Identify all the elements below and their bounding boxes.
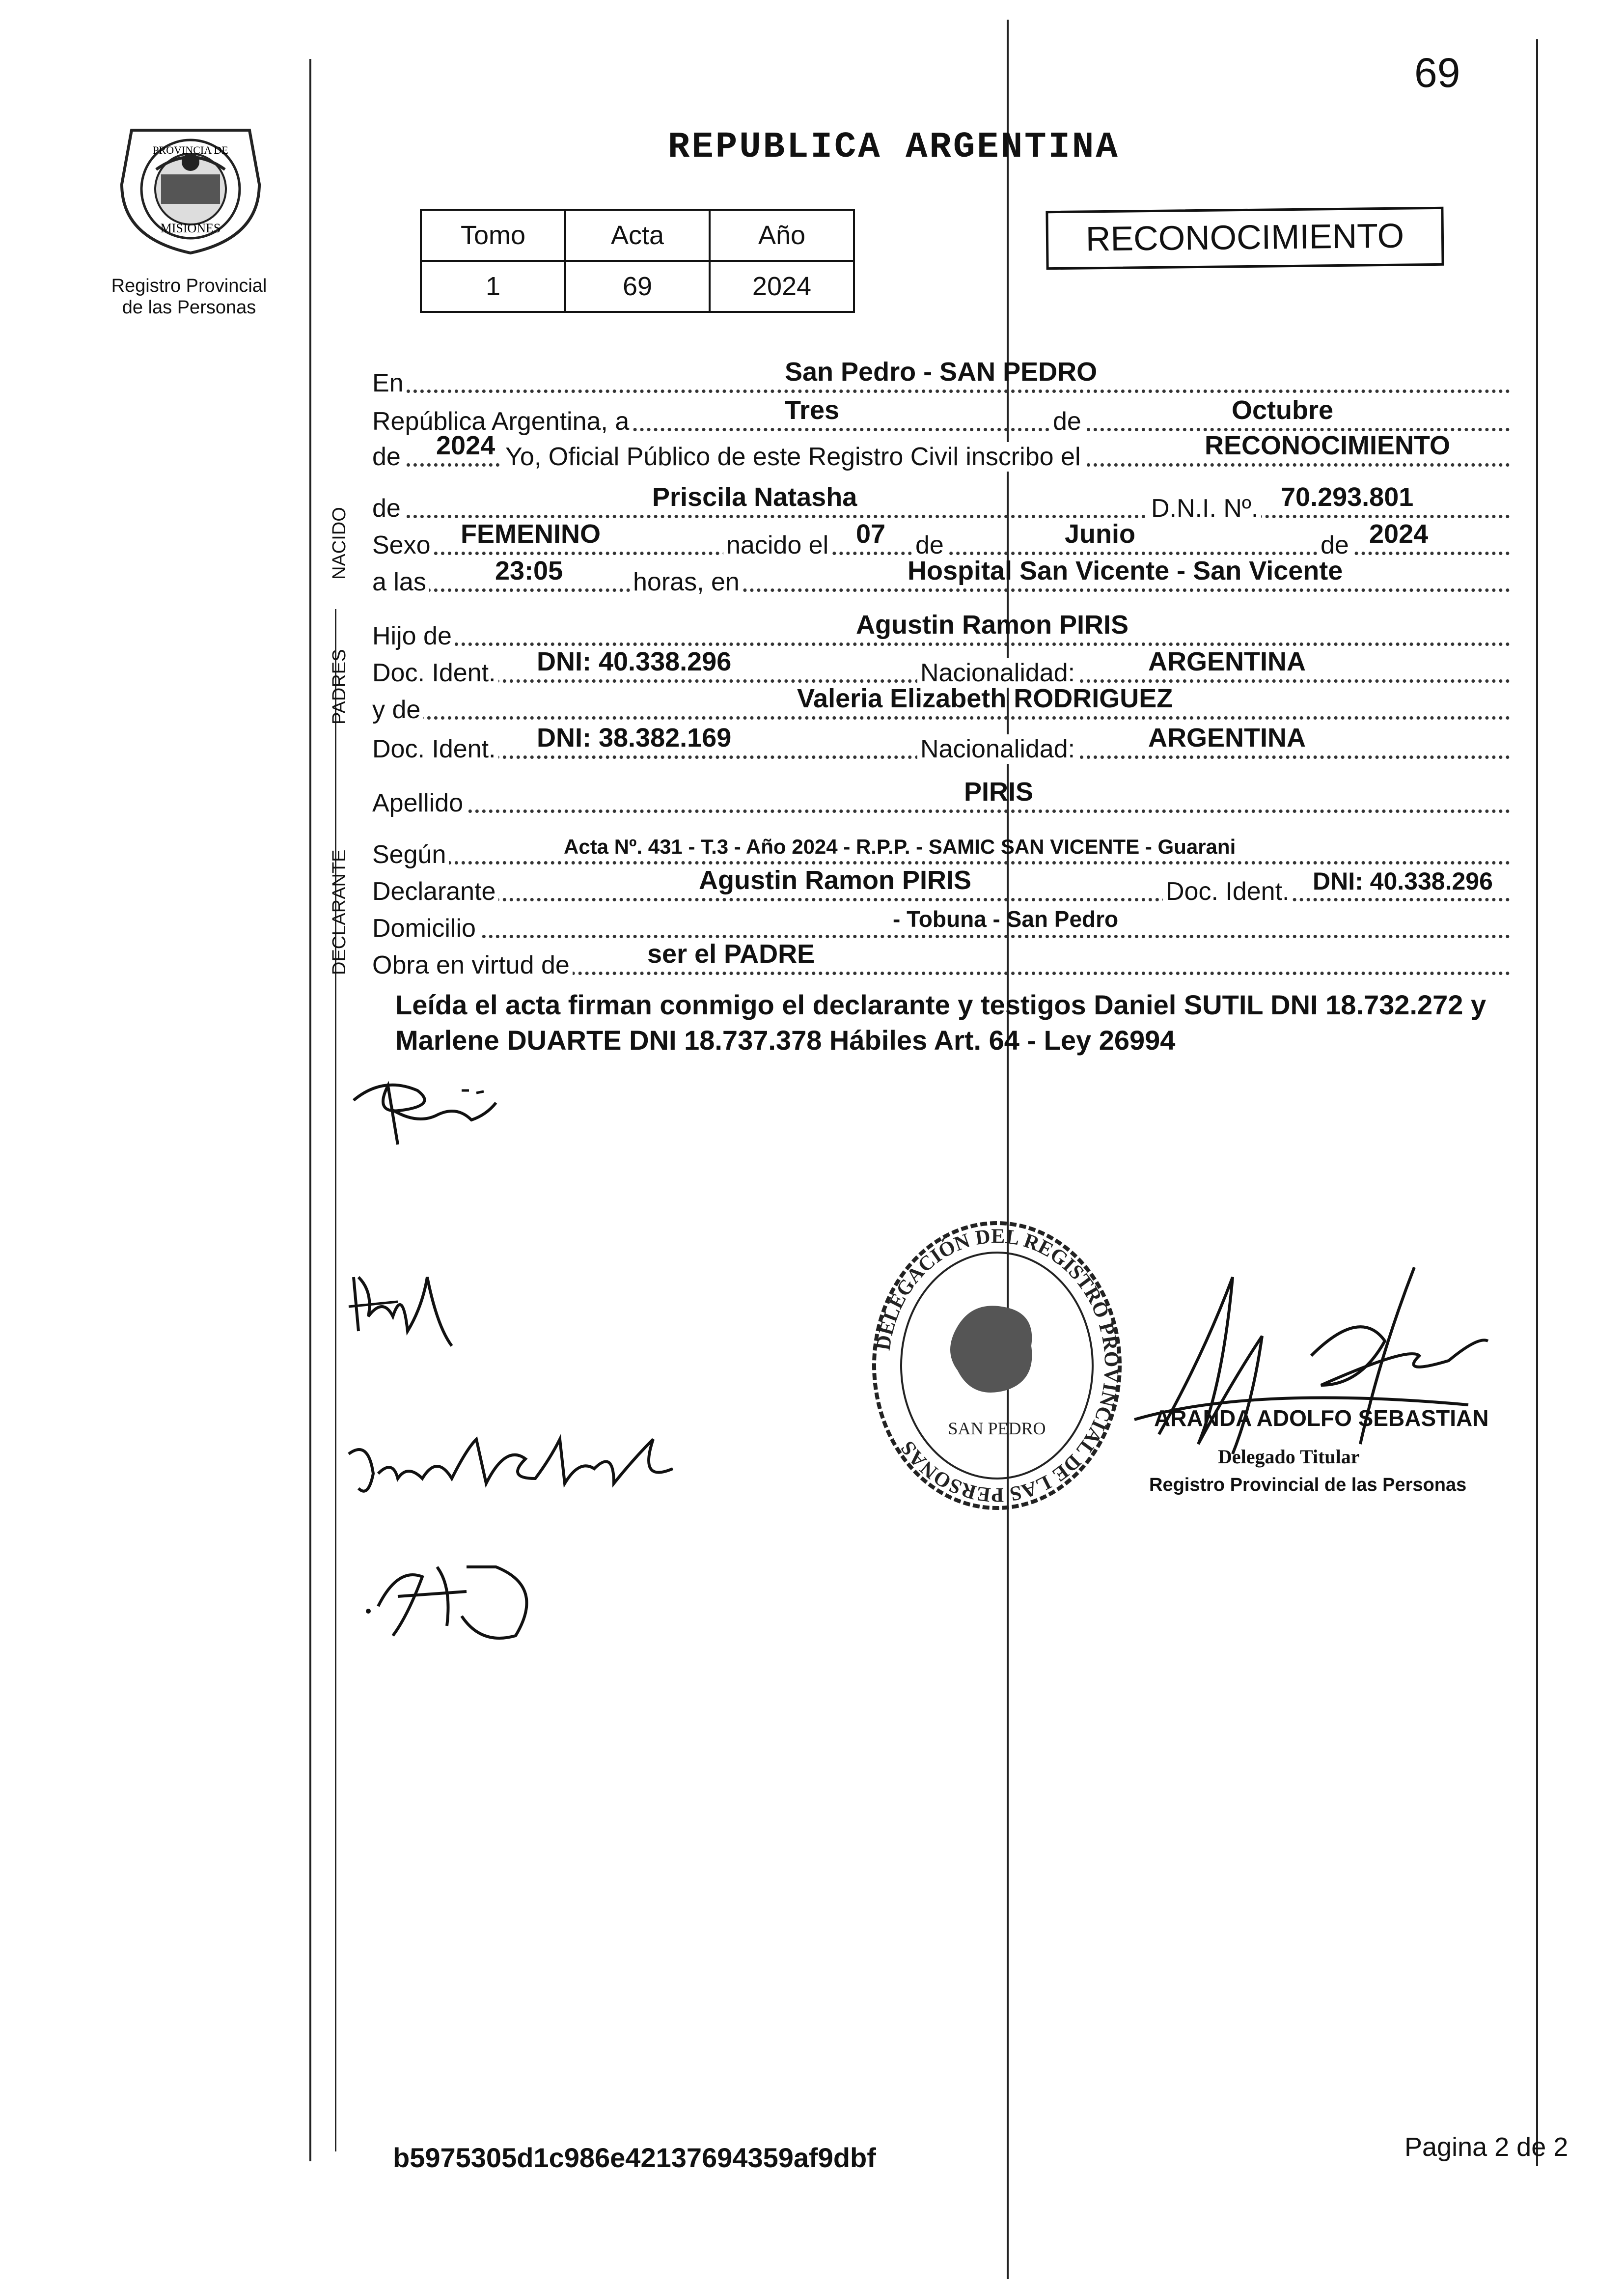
label-apellido: Apellido bbox=[372, 788, 466, 818]
official-title: Delegado Titular bbox=[1218, 1446, 1360, 1468]
act-type-box: RECONOCIMIENTO bbox=[1046, 207, 1444, 270]
row-declarant bbox=[372, 867, 1510, 906]
label-doc-ident: Doc. Ident. bbox=[372, 658, 498, 688]
value-birth-place: Hospital San Vicente - San Vicente bbox=[908, 556, 1343, 586]
label-nacionalidad2: Nacionalidad: bbox=[917, 734, 1078, 764]
label-obra: Obra en virtud de bbox=[372, 950, 573, 980]
value-declarant-doc: DNI: 40.338.296 bbox=[1313, 867, 1493, 895]
official-name: ARANDA ADOLFO SEBASTIAN bbox=[1154, 1405, 1489, 1431]
signature-witness-1 bbox=[339, 1248, 467, 1361]
value-birth-year: 2024 bbox=[1369, 519, 1429, 549]
stamp-inner-text: SAN PEDRO bbox=[948, 1419, 1046, 1438]
row-surname bbox=[372, 779, 1510, 818]
value-birth-time: 23:05 bbox=[495, 556, 563, 586]
row-mother bbox=[372, 685, 1510, 725]
value-mother-doc: DNI: 38.382.169 bbox=[537, 723, 732, 753]
registry-name-line1: Registro Provincial bbox=[111, 276, 267, 296]
registry-name-line2: de las Personas bbox=[122, 297, 256, 318]
value-birth-day: 07 bbox=[856, 519, 886, 549]
label-nacionalidad: Nacionalidad: bbox=[917, 658, 1078, 688]
row-father-doc bbox=[372, 648, 1510, 688]
value-declarant: Agustin Ramon PIRIS bbox=[699, 865, 972, 895]
signature-witness-daniel-sutil bbox=[339, 1420, 692, 1518]
page-indicator: Pagina 2 de 2 bbox=[1404, 2132, 1569, 2162]
right-margin-line bbox=[1536, 39, 1538, 2166]
value-year: 2024 bbox=[436, 431, 495, 460]
value-according-to: Acta Nº. 431 - T.3 - Año 2024 - R.P.P. - SAMIC SAN VICENTE - Guarani bbox=[564, 835, 1236, 858]
value-place: San Pedro - SAN PEDRO bbox=[785, 357, 1098, 387]
value-child-name: Priscila Natasha bbox=[652, 482, 857, 512]
signature-witness-marlene-duarte bbox=[339, 1537, 575, 1650]
book-header-tomo: Tomo bbox=[421, 210, 565, 261]
seal-top-text: PROVINCIA DE bbox=[153, 144, 228, 156]
side-label-parents: PADRES bbox=[329, 649, 350, 725]
label-de: de bbox=[1050, 407, 1084, 436]
label-de-year2: de bbox=[1318, 530, 1352, 560]
document-hash: b5975305d1c986e42137694359af9dbf bbox=[393, 2142, 876, 2173]
left-margin-line bbox=[309, 59, 311, 2161]
row-father bbox=[372, 612, 1510, 651]
label-sexo: Sexo bbox=[372, 530, 434, 560]
seal-bottom-text: MISIONES bbox=[160, 221, 221, 235]
side-label-born: NACIDO bbox=[329, 507, 350, 580]
value-mother-nationality: ARGENTINA bbox=[1148, 723, 1306, 753]
label-de-year: de bbox=[372, 442, 404, 472]
document-title: REPUBLICA ARGENTINA bbox=[668, 127, 1120, 168]
label-declarante: Declarante bbox=[372, 877, 498, 906]
value-surname: PIRIS bbox=[964, 777, 1034, 807]
value-sex: FEMENINO bbox=[461, 519, 601, 549]
row-time bbox=[372, 558, 1510, 597]
row-segun bbox=[372, 830, 1510, 869]
label-en: En bbox=[372, 368, 407, 398]
stamp-circular-text: DELEGACIÓN DEL REGISTRO PROVINCIAL DE LAS PERSONAS bbox=[872, 1225, 1123, 1507]
row-inscription bbox=[372, 432, 1510, 472]
value-mother: Valeria Elizabeth RODRIGUEZ bbox=[797, 684, 1173, 713]
label-de-name: de bbox=[372, 494, 404, 523]
label-republica: República Argentina, a bbox=[372, 407, 632, 436]
label-oficial: Yo, Oficial Público de este Registro Civil inscribo el bbox=[502, 442, 1084, 472]
value-birth-month: Junio bbox=[1065, 519, 1135, 549]
book-value-tomo: 1 bbox=[421, 261, 565, 312]
value-month: Octubre bbox=[1232, 395, 1334, 425]
row-address bbox=[372, 904, 1510, 943]
official-round-stamp bbox=[859, 1203, 1134, 1528]
signature-declarant bbox=[344, 1056, 506, 1154]
label-hijo-de: Hijo de bbox=[372, 621, 455, 651]
side-label-declarant: DECLARANTE bbox=[329, 849, 350, 975]
book-value-anio: 2024 bbox=[710, 261, 854, 312]
label-domicilio: Domicilio bbox=[372, 914, 479, 943]
row-mother-doc bbox=[372, 725, 1510, 764]
value-father-nationality: ARGENTINA bbox=[1148, 647, 1306, 676]
label-de-month: de bbox=[912, 530, 947, 560]
value-act: RECONOCIMIENTO bbox=[1205, 431, 1451, 460]
value-father: Agustin Ramon PIRIS bbox=[856, 610, 1129, 640]
label-a-las: a las bbox=[372, 567, 429, 597]
row-child bbox=[372, 484, 1510, 523]
label-doc-ident2: Doc. Ident. bbox=[372, 734, 498, 764]
registry-name bbox=[74, 275, 304, 318]
value-capacity: ser el PADRE bbox=[647, 939, 815, 969]
row-sex bbox=[372, 521, 1510, 560]
value-father-doc: DNI: 40.338.296 bbox=[537, 647, 732, 676]
label-horas-en: horas, en bbox=[630, 567, 743, 597]
left-margin-line-inner bbox=[335, 609, 336, 2151]
label-doc-ident3: Doc. Ident. bbox=[1163, 877, 1292, 906]
value-day: Tres bbox=[785, 395, 840, 425]
row-place bbox=[372, 359, 1510, 398]
registry-seal bbox=[112, 115, 269, 258]
book-reference-table bbox=[420, 209, 855, 313]
legal-text: Leída el acta firman conmigo el declarante y testigos Daniel SUTIL DNI 18.732.272 y Marlene DUARTE DNI 18.737.378 Hábiles Art. 64 - Ley 26994 bbox=[395, 989, 1486, 1056]
label-segun: Según bbox=[372, 840, 449, 869]
row-capacity bbox=[372, 941, 1510, 980]
label-y-de: y de bbox=[372, 695, 423, 725]
label-nacido-el: nacido el bbox=[723, 530, 831, 560]
page-number: 69 bbox=[1414, 50, 1460, 96]
official-office: Registro Provincial de las Personas bbox=[1149, 1475, 1467, 1495]
book-value-acta: 69 bbox=[565, 261, 710, 312]
book-header-acta: Acta bbox=[565, 210, 710, 261]
book-header-anio: Año bbox=[710, 210, 854, 261]
value-child-dni: 70.293.801 bbox=[1281, 482, 1414, 512]
label-dni: D.N.I. Nº. bbox=[1148, 494, 1261, 523]
value-address: - Tobuna - San Pedro bbox=[893, 906, 1119, 932]
